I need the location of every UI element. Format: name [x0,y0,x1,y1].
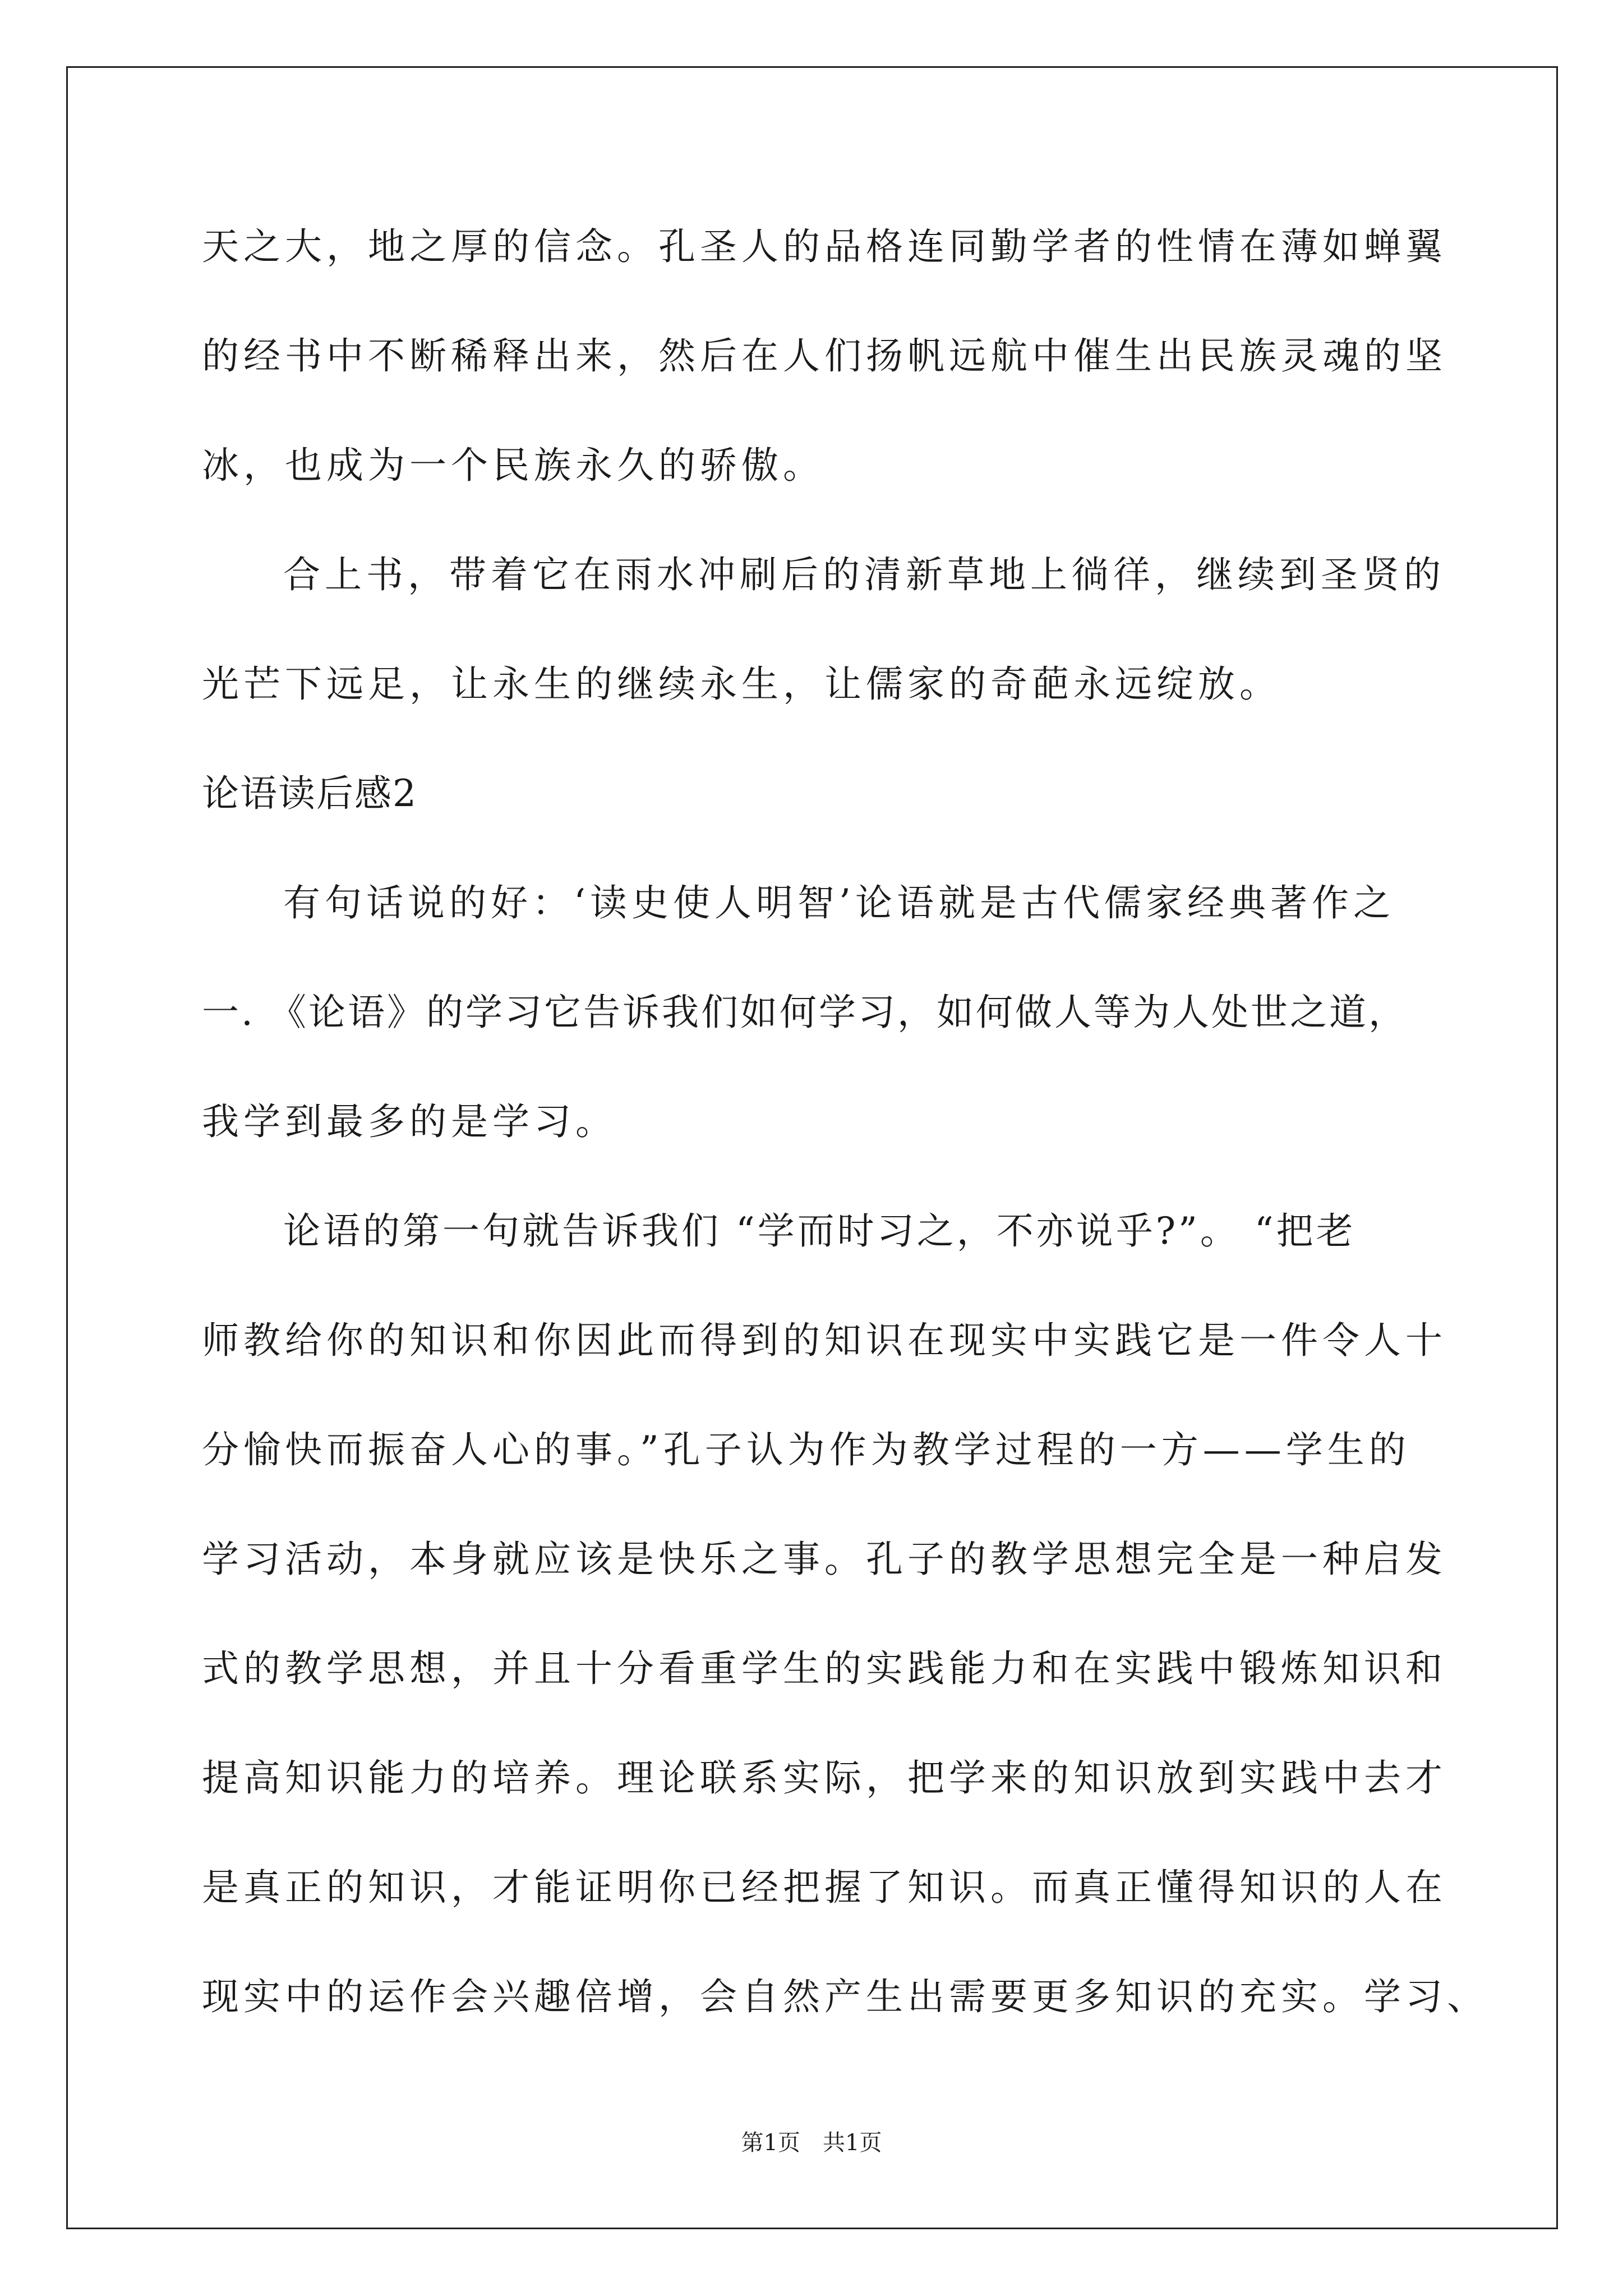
page-number: 第1页 共1页 [741,2130,882,2156]
text-line: 现实中的运作会兴趣倍增，会自然产生出需要更多知识的充实。学习、 [202,1975,1488,2018]
text-line: 合上书，带着它在雨水冲刷后的清新草地上徜徉，继续到圣贤的 [283,553,1445,596]
text-line: 师教给你的知识和你因此而得到的知识在现实中实践它是一件令人十 [202,1319,1447,1362]
text-line: 天之大，地之厚的信念。孔圣人的品格连同勤学者的性情在薄如蝉翼 [202,225,1447,268]
section-heading: 论语读后感2 [202,772,417,815]
text-line: 式的教学思想，并且十分看重学生的实践能力和在实践中锻炼知识和 [202,1647,1447,1690]
text-line: 冰，也成为一个民族永久的骄傲。 [202,444,824,487]
text-line: 一. 《论语》的学习它告诉我们如何学习，如何做人等为人处世之道， [202,991,1408,1034]
text-line: 是真正的知识，才能证明你已经把握了知识。而真正懂得知识的人在 [202,1866,1447,1909]
text-line: 有句话说的好：‘读史使人明智’论语就是古代儒家经典著作之 [283,881,1395,924]
text-line: 我学到最多的是学习。 [202,1100,617,1143]
text-line: 提高知识能力的培养。理论联系实际，把学来的知识放到实践中去才 [202,1756,1447,1800]
text-line: 论语的第一句就告诉我们 “学而时习之，不亦说乎?”。 “把老 [283,1209,1356,1253]
text-line: 分愉快而振奋人心的事。”孔子认为作为教学过程的一方——学生的 [202,1428,1410,1471]
text-line: 的经书中不断稀释出来，然后在人们扬帆远航中催生出民族灵魂的坚 [202,334,1447,378]
text-line: 学习活动，本身就应该是快乐之事。孔子的教学思想完全是一种启发 [202,1538,1447,1581]
text-line: 光芒下远足，让永生的继续永生，让儒家的奇葩永远绽放。 [202,662,1281,706]
